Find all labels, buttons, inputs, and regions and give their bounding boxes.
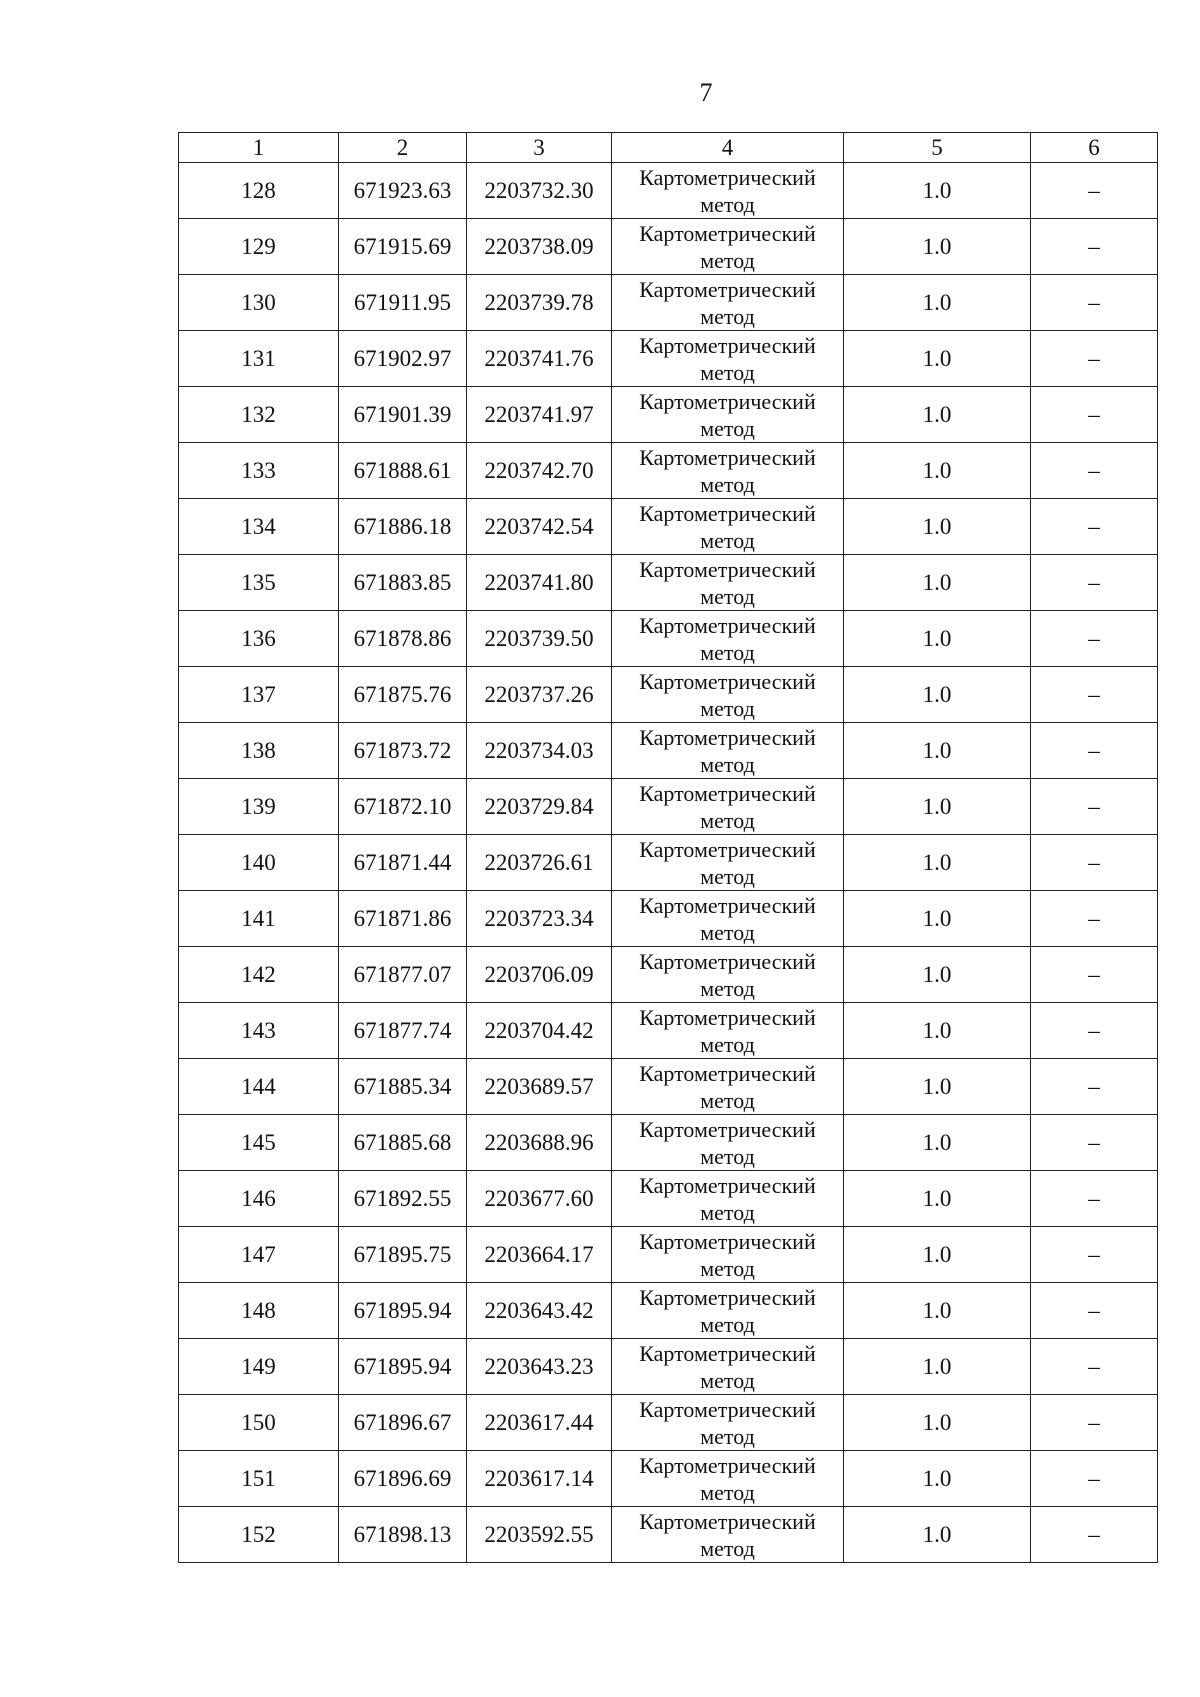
method-cell: Картометрический метод [612,723,844,779]
description-cell: – [1031,219,1158,275]
table-row [179,1115,1158,1171]
method-cell: Картометрический метод [612,443,844,499]
table-row [179,1339,1158,1395]
y-coordinate-cell: 2203706.09 [467,947,612,1003]
description-cell: – [1031,1451,1158,1507]
accuracy-cell: 1.0 [844,331,1031,387]
accuracy-cell: 1.0 [844,1003,1031,1059]
method-cell: Картометрический метод [612,275,844,331]
description-cell: – [1031,1059,1158,1115]
point-number-cell: 134 [179,499,339,555]
accuracy-cell: 1.0 [844,443,1031,499]
y-coordinate-cell: 2203689.57 [467,1059,612,1115]
description-cell: – [1031,723,1158,779]
description-cell: – [1031,667,1158,723]
y-coordinate-cell: 2203741.80 [467,555,612,611]
y-coordinate-cell: 2203664.17 [467,1227,612,1283]
table-row [179,1451,1158,1507]
y-coordinate-cell: 2203726.61 [467,835,612,891]
accuracy-cell: 1.0 [844,1339,1031,1395]
description-cell: – [1031,1115,1158,1171]
point-number-cell: 152 [179,1507,339,1563]
method-cell: Картометрический метод [612,1115,844,1171]
table-row [179,275,1158,331]
x-coordinate-cell: 671877.74 [339,1003,467,1059]
x-coordinate-cell: 671885.34 [339,1059,467,1115]
y-coordinate-cell: 2203688.96 [467,1115,612,1171]
method-cell: Картометрический метод [612,667,844,723]
table-row [179,1171,1158,1227]
table-row [179,1059,1158,1115]
column-header-1: 1 [179,133,339,163]
column-header-5: 5 [844,133,1031,163]
description-cell: – [1031,163,1158,219]
table-row [179,723,1158,779]
point-number-cell: 146 [179,1171,339,1227]
y-coordinate-cell: 2203742.70 [467,443,612,499]
method-cell: Картометрический метод [612,163,844,219]
x-coordinate-cell: 671901.39 [339,387,467,443]
y-coordinate-cell: 2203617.44 [467,1395,612,1451]
x-coordinate-cell: 671886.18 [339,499,467,555]
description-cell: – [1031,499,1158,555]
point-number-cell: 128 [179,163,339,219]
x-coordinate-cell: 671871.86 [339,891,467,947]
x-coordinate-cell: 671895.94 [339,1339,467,1395]
description-cell: – [1031,1227,1158,1283]
y-coordinate-cell: 2203741.97 [467,387,612,443]
method-cell: Картометрический метод [612,1003,844,1059]
accuracy-cell: 1.0 [844,947,1031,1003]
coordinates-table [178,132,1158,1563]
table-row [179,611,1158,667]
accuracy-cell: 1.0 [844,387,1031,443]
accuracy-cell: 1.0 [844,1451,1031,1507]
table-row [179,219,1158,275]
x-coordinate-cell: 671888.61 [339,443,467,499]
x-coordinate-cell: 671895.75 [339,1227,467,1283]
table-row [179,835,1158,891]
table-row [179,947,1158,1003]
table-row [179,163,1158,219]
description-cell: – [1031,1003,1158,1059]
description-cell: – [1031,555,1158,611]
column-header-4: 4 [612,133,844,163]
description-cell: – [1031,779,1158,835]
description-cell: – [1031,1171,1158,1227]
point-number-cell: 133 [179,443,339,499]
accuracy-cell: 1.0 [844,779,1031,835]
point-number-cell: 141 [179,891,339,947]
description-cell: – [1031,891,1158,947]
point-number-cell: 149 [179,1339,339,1395]
column-header-3: 3 [467,133,612,163]
point-number-cell: 145 [179,1115,339,1171]
method-cell: Картометрический метод [612,331,844,387]
description-cell: – [1031,331,1158,387]
method-cell: Картометрический метод [612,1059,844,1115]
accuracy-cell: 1.0 [844,1115,1031,1171]
method-cell: Картометрический метод [612,1395,844,1451]
description-cell: – [1031,275,1158,331]
accuracy-cell: 1.0 [844,1227,1031,1283]
method-cell: Картометрический метод [612,1283,844,1339]
table-row [179,1227,1158,1283]
y-coordinate-cell: 2203739.78 [467,275,612,331]
point-number-cell: 150 [179,1395,339,1451]
method-cell: Картометрический метод [612,555,844,611]
method-cell: Картометрический метод [612,1171,844,1227]
table-row [179,891,1158,947]
y-coordinate-cell: 2203704.42 [467,1003,612,1059]
y-coordinate-cell: 2203742.54 [467,499,612,555]
y-coordinate-cell: 2203741.76 [467,331,612,387]
table-row [179,1283,1158,1339]
point-number-cell: 137 [179,667,339,723]
point-number-cell: 142 [179,947,339,1003]
table-row [179,499,1158,555]
method-cell: Картометрический метод [612,499,844,555]
x-coordinate-cell: 671877.07 [339,947,467,1003]
x-coordinate-cell: 671872.10 [339,779,467,835]
column-header-2: 2 [339,133,467,163]
method-cell: Картометрический метод [612,219,844,275]
x-coordinate-cell: 671896.69 [339,1451,467,1507]
description-cell: – [1031,947,1158,1003]
x-coordinate-cell: 671911.95 [339,275,467,331]
point-number-cell: 148 [179,1283,339,1339]
point-number-cell: 144 [179,1059,339,1115]
accuracy-cell: 1.0 [844,499,1031,555]
description-cell: – [1031,1395,1158,1451]
method-cell: Картометрический метод [612,611,844,667]
accuracy-cell: 1.0 [844,555,1031,611]
y-coordinate-cell: 2203739.50 [467,611,612,667]
accuracy-cell: 1.0 [844,1171,1031,1227]
table-row [179,387,1158,443]
method-cell: Картометрический метод [612,779,844,835]
accuracy-cell: 1.0 [844,275,1031,331]
accuracy-cell: 1.0 [844,667,1031,723]
column-header-6: 6 [1031,133,1158,163]
point-number-cell: 139 [179,779,339,835]
description-cell: – [1031,835,1158,891]
y-coordinate-cell: 2203734.03 [467,723,612,779]
y-coordinate-cell: 2203738.09 [467,219,612,275]
accuracy-cell: 1.0 [844,611,1031,667]
method-cell: Картометрический метод [612,1507,844,1563]
y-coordinate-cell: 2203723.34 [467,891,612,947]
point-number-cell: 147 [179,1227,339,1283]
method-cell: Картометрический метод [612,947,844,1003]
table-row [179,331,1158,387]
table-row [179,667,1158,723]
description-cell: – [1031,1507,1158,1563]
description-cell: – [1031,1283,1158,1339]
point-number-cell: 135 [179,555,339,611]
table-body [179,163,1158,1563]
method-cell: Картометрический метод [612,1451,844,1507]
y-coordinate-cell: 2203643.23 [467,1339,612,1395]
x-coordinate-cell: 671871.44 [339,835,467,891]
point-number-cell: 143 [179,1003,339,1059]
y-coordinate-cell: 2203677.60 [467,1171,612,1227]
point-number-cell: 129 [179,219,339,275]
x-coordinate-cell: 671885.68 [339,1115,467,1171]
point-number-cell: 138 [179,723,339,779]
table-row [179,779,1158,835]
x-coordinate-cell: 671902.97 [339,331,467,387]
table-row [179,555,1158,611]
method-cell: Картометрический метод [612,387,844,443]
x-coordinate-cell: 671878.86 [339,611,467,667]
point-number-cell: 151 [179,1451,339,1507]
description-cell: – [1031,443,1158,499]
description-cell: – [1031,387,1158,443]
accuracy-cell: 1.0 [844,1283,1031,1339]
point-number-cell: 131 [179,331,339,387]
x-coordinate-cell: 671896.67 [339,1395,467,1451]
description-cell: – [1031,1339,1158,1395]
y-coordinate-cell: 2203617.14 [467,1451,612,1507]
table-row [179,1003,1158,1059]
table-row [179,1395,1158,1451]
method-cell: Картометрический метод [612,1227,844,1283]
accuracy-cell: 1.0 [844,1507,1031,1563]
accuracy-cell: 1.0 [844,891,1031,947]
accuracy-cell: 1.0 [844,723,1031,779]
x-coordinate-cell: 671898.13 [339,1507,467,1563]
table-row [179,443,1158,499]
point-number-cell: 140 [179,835,339,891]
accuracy-cell: 1.0 [844,219,1031,275]
method-cell: Картометрический метод [612,835,844,891]
point-number-cell: 130 [179,275,339,331]
page-number: 7 [699,78,713,107]
y-coordinate-cell: 2203737.26 [467,667,612,723]
y-coordinate-cell: 2203732.30 [467,163,612,219]
x-coordinate-cell: 671873.72 [339,723,467,779]
description-cell: – [1031,611,1158,667]
y-coordinate-cell: 2203643.42 [467,1283,612,1339]
point-number-cell: 132 [179,387,339,443]
x-coordinate-cell: 671923.63 [339,163,467,219]
x-coordinate-cell: 671883.85 [339,555,467,611]
method-cell: Картометрический метод [612,891,844,947]
accuracy-cell: 1.0 [844,835,1031,891]
table-row [179,1507,1158,1563]
accuracy-cell: 1.0 [844,1059,1031,1115]
accuracy-cell: 1.0 [844,1395,1031,1451]
point-number-cell: 136 [179,611,339,667]
table-header [179,133,1158,163]
method-cell: Картометрический метод [612,1339,844,1395]
x-coordinate-cell: 671915.69 [339,219,467,275]
y-coordinate-cell: 2203592.55 [467,1507,612,1563]
header-row [179,133,1158,163]
x-coordinate-cell: 671892.55 [339,1171,467,1227]
accuracy-cell: 1.0 [844,163,1031,219]
x-coordinate-cell: 671875.76 [339,667,467,723]
x-coordinate-cell: 671895.94 [339,1283,467,1339]
y-coordinate-cell: 2203729.84 [467,779,612,835]
